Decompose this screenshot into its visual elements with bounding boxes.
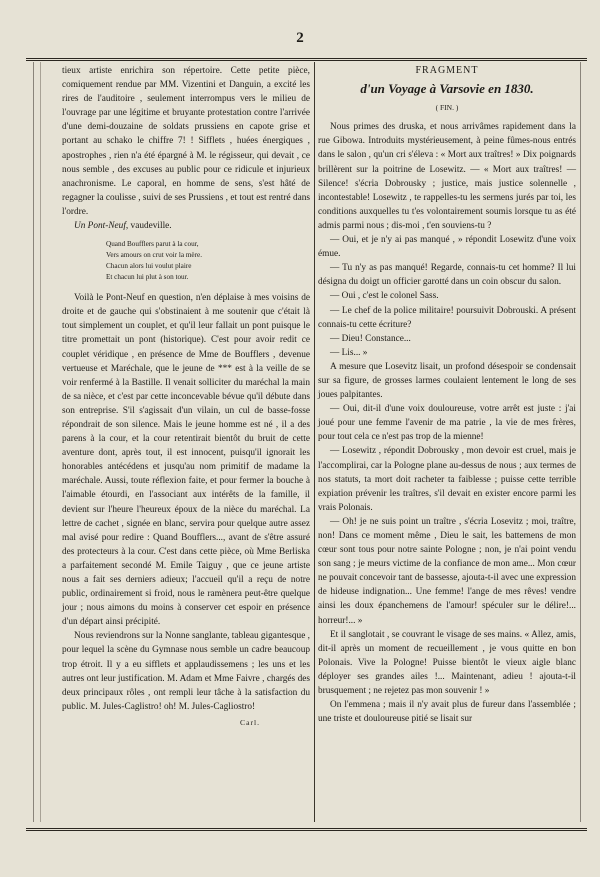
- right-paragraph: — Dieu! Constance...: [330, 333, 411, 344]
- article-subtitle: d'un Voyage à Varsovie en 1830.: [360, 81, 534, 97]
- right-paragraph: On l'emmena ; mais il n'y avait plus de fureur dans l'assemblée ; une triste et douloureuse pitié se lisait sur: [318, 700, 576, 725]
- right-column: [318, 64, 576, 726]
- song-verse: [106, 239, 310, 283]
- song-line: Chacun alors lui voulut plaire: [106, 262, 192, 271]
- right-margin-rule: [580, 62, 581, 822]
- right-paragraph: — Oui , c'est le colonel Sass.: [330, 291, 439, 302]
- article-title: FRAGMENT: [415, 65, 479, 76]
- left-paragraph-3: Nous reviendrons sur la Nonne sanglante, tableau gigantesque , pour lequel la scène du Gymnase nous semble un cadre beaucoup trop étroit. Il y a eu sifflets et applaudissemens ; les uns et les autres ont leur justification. M. Adam et Mme Faivre , chargés des deux principaux rôles , ont rempli leur tâche à la satisfaction du public. M. Jules-Caglistro! oh! M. Jules-Cagliostro!: [62, 631, 310, 712]
- article-fin-mark: ( FIN. ): [435, 103, 459, 113]
- page-number: 2: [296, 30, 304, 46]
- left-margin-rule-inner: [40, 62, 41, 822]
- song-line: Quand Boufflers parut à la cour,: [106, 240, 199, 249]
- right-paragraph: — Losewitz , répondit Dobrousky , mon devoir est cruel, mais je l'accomplirai, car la Pologne plane au-dessus de nous ; aux termes de nos statuts, ta mort doit racheter ta faiblesse ; puisse cette terrible expiation prévenir les traîtres, s'il devait en exister encore parmi les vrais Polonais.: [318, 446, 576, 513]
- signature: Carl.: [240, 717, 260, 727]
- right-paragraph: — Le chef de la police militaire! poursuivit Dobrouski. A présent connais-tu cette écriture?: [318, 305, 576, 330]
- right-paragraph: Et il sanglotait , se couvrant le visage de ses mains. « Allez, amis, dit-il après un moment de recueillement , je vous quitte en bon Polonais. Vive la Pologne! Puisse bientôt le vieux aigle blanc déployer ses grandes ailes !... Maintenant, adieu ! ajouta-t-il brusquement ; ne rejetez pas mon souvenir ! »: [318, 629, 576, 697]
- right-paragraph: — Tu n'y as pas manqué! Regarde, connais-tu cet homme? Il lui désigna du doigt un officier garotté dans un coin obscur du salon.: [318, 263, 576, 288]
- left-paragraph-2: Voilà le Pont-Neuf en question, n'en déplaise à mes voisins de droite et de gauche qui s'obstinaient à me soutenir que c'était là tout simplement un couplet, et qu'il leur fallait un pont puisque le titre promettait un pont (historique). C'est pour avoir redit ce couplet véridique , en présence de Mme de Boufflers , devenue vertueuse et Maréchale, que le jeune de *** est à la veille de se voir renfermé à la Bastille. Il venait solliciter du maréchal la main de sa nièce, et c'est par cette inconcevable bévue qu'il débute dans son entreprise. S'il s'agissait d'un vilain, un cul de basse-fosse répondrait de son silence. Mais le jeune homme est né , il a des parens à la cour, et la cour retentirait bientôt du bruit de cette aventure dont, après tout, il est innocent, puisqu'il ignorait les honorables antécédens et jusqu'au nom primitif de madame la maréchale. Aussi, toute réflexion faite, et pour fermer la bouche à l'aimable étourdi, en l'associant aux intérêts de la famille, il devient sur l'heure l'heureux époux de la nièce du maréchal. La lettre de cachet , signée en blanc, servira pour quelque autre assez mal avisé pour redire : Quand Boufflers..., avant de s'être assuré des protecteurs à la cour. C'est dans cette pièce, où Mme Berliska a parfaitement secondé M. Emile Taiguy , que ce jeune artiste nous a fait ses derniers adieux; l'accueil qu'il a reçu de notre public, ordinairement si froid, nous le ramènera peut-être quelque jour ; nous aimons du moins à conserver cet espoir en présence d'un départ ainsi précipité.: [62, 293, 310, 628]
- left-margin-rule: [33, 62, 34, 822]
- vaudeville-title: Un Pont-Neuf: [74, 221, 126, 232]
- right-paragraph: Nous primes des druska, et nous arrivâmes rapidement dans la rue Gibowa. Introduits mystérieusement, à peine fûmes-nous entrés dans le salon , qu'un cri s'éleva : « Mort aux traîtres! » Dix poignards brillèrent sur la poitrine de Losewitz. — « Mort aux traîtres! — Silence! s'écria Dobrousky ; justice, mais justice solennelle , incontestable! Losewitz , te rappelles-tu les sermens jurés par toi, les conditions auxquelles tu t'es volontairement soumis lorsque tu as été admis parmi nous ; dis-moi , t'en souviens-tu ?: [318, 122, 576, 231]
- right-paragraph: — Oui, et je n'y ai pas manqué , » répondit Losewitz d'une voix émue.: [318, 235, 576, 260]
- column-divider: [314, 62, 315, 822]
- right-paragraph: — Lis... »: [330, 347, 368, 358]
- song-line: Vers amours on crut voir la mère.: [106, 251, 203, 260]
- vaudeville-heading: [62, 219, 310, 233]
- right-paragraph: — Oh! je ne suis point un traître , s'écria Losevitz ; moi, traître, non! Dans ce moment même , Dieu le sait, les battemens de mon cœur sont tous pour notre sainte Pologne ; non, je n'ai point vendu son sang ; je meurs victime de la confiance de mon ame... Mon cœur ne pouvait concevoir tant de bassesse, ajouta-t-il avec une expression de hideuse indignation... Une femme! l'ange de mes rêves! vendre ainsi les doux épanchemens de l'amour! spéculer sur le délire!... horreur!... »: [318, 516, 576, 626]
- vaudeville-suffix: , vaudeville.: [125, 221, 172, 232]
- left-column: [62, 64, 310, 730]
- song-line: Et chacun lui plut à son tour.: [106, 273, 189, 282]
- right-paragraph: A mesure que Losevitz lisait, un profond désespoir se condensait sur sa figure, de grosses larmes coulaient lentement le long de ses joues palpitantes.: [318, 361, 576, 401]
- right-paragraph: — Oui, dit-il d'une voix douloureuse, votre arrêt est juste : j'ai joué pour une femme l'avenir de ma patrie , la vie de mes frères, pour tout cela ce n'est pas trop de la mienne!: [318, 404, 576, 443]
- left-paragraph-1: tieux artiste enrichira son répertoire. Cette petite pièce, comiquement rendue par MM. Vizentini et Danguin, a excité les rires de l'auditoire , seulement interrompus vers le milieu de l'ouvrage par une légitime et bruyante protestation contre l'arrivée d'une demi-douzaine de soldats prussiens en capote grise et portant au schako le chiffre 7! ! Sifflets , huées énergiques , apostrophes , rien n'a été épargné à M. le régisseur, qui devait , ce nous semble , des excuses au public pour ce ridicule et injurieux anachronisme. Le caporal, en homme de sens, s'est hâté de regagner la coulisse , suivi de ses Prussiens , et tout est rentré dans l'ordre.: [62, 66, 310, 217]
